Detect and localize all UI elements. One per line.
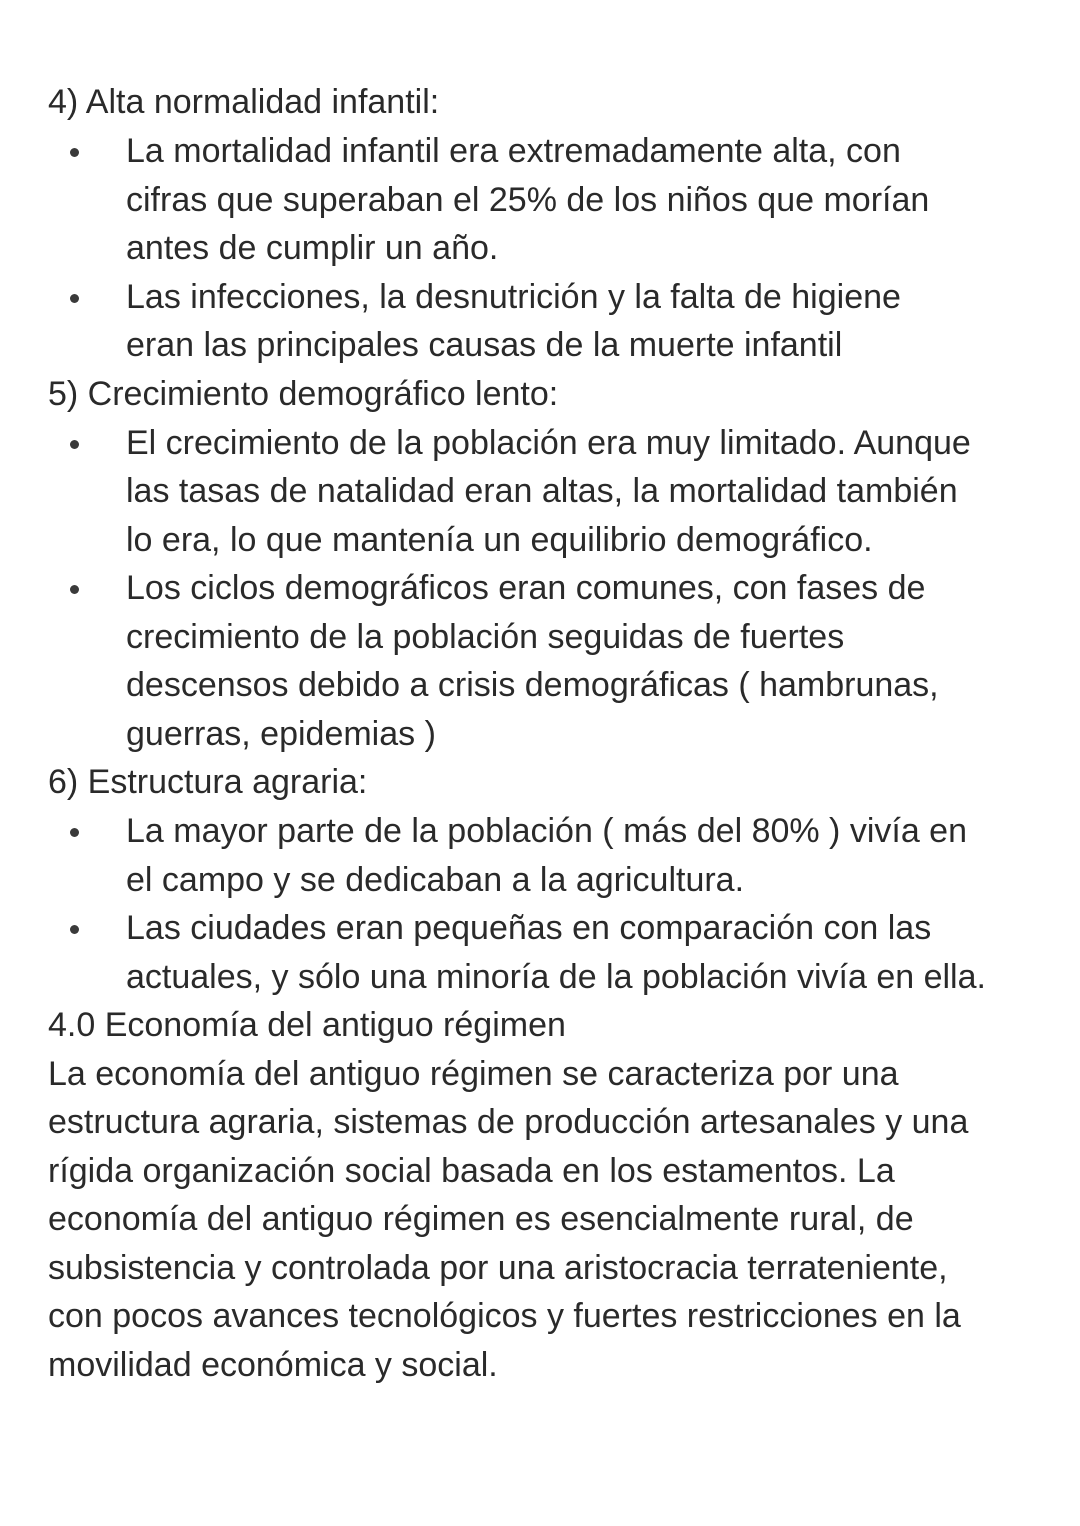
bullet-line: Las ciudades eran pequeñas en comparación con las <box>126 909 932 947</box>
bullet-line: La mortalidad infantil era extremadamente alta, con <box>126 132 901 170</box>
heading-highlight: 4.0 Economía del antiguo régimen <box>48 1001 566 1049</box>
bullet-line: Las infecciones, la desnutrición y la falta de higiene <box>126 278 901 316</box>
section-heading-6 <box>48 758 367 806</box>
bullet-line: eran las principales causas de la muerte infantil <box>126 326 843 364</box>
bullet-line: El crecimiento de la población era muy limitado. Aunque <box>126 424 971 462</box>
paragraph-line: movilidad económica y social. <box>48 1346 498 1384</box>
bullet-line: lo era, lo que mantenía un equilibrio demográfico. <box>126 521 873 559</box>
bullet-icon <box>70 148 79 157</box>
paragraph-line: rígida organización social basada en los estamentos. La <box>48 1152 895 1190</box>
section-heading-5 <box>48 370 558 418</box>
bullet-line: las tasas de natalidad eran altas, la mortalidad también <box>126 472 958 510</box>
bullet-line: antes de cumplir un año. <box>126 229 499 267</box>
bullet-icon <box>70 585 79 594</box>
heading-highlight: 4) Alta normalidad infantil: <box>48 78 439 126</box>
bullet-line: actuales, y sólo una minoría de la población vivía en ella. <box>126 958 986 996</box>
bullet-icon <box>70 440 79 449</box>
bullet-icon <box>70 925 79 934</box>
paragraph-line: con pocos avances tecnológicos y fuertes restricciones en la <box>48 1297 961 1335</box>
bullet-line: La mayor parte de la población ( más del 80% ) vivía en <box>126 812 968 850</box>
bullet-icon <box>70 294 79 303</box>
bullet-line: cifras que superaban el 25% de los niños que morían <box>126 181 930 219</box>
bullet-icon <box>70 828 79 837</box>
paragraph-line: estructura agraria, sistemas de producción artesanales y una <box>48 1103 969 1141</box>
paragraph-line: economía del antiguo régimen es esencialmente rural, de <box>48 1200 914 1238</box>
bullet-line: el campo y se dedicaban a la agricultura. <box>126 861 745 899</box>
bullet-line: crecimiento de la población seguidas de fuertes <box>126 618 845 656</box>
bullet-line: Los ciclos demográficos eran comunes, con fases de <box>126 569 926 607</box>
bullet-line: guerras, epidemias ) <box>126 715 436 753</box>
section-heading-4 <box>48 78 439 126</box>
paragraph-line: La economía del antiguo régimen se caracteriza por una <box>48 1055 899 1093</box>
section-heading-economia <box>48 1001 566 1049</box>
heading-highlight: 6) Estructura agraria: <box>48 758 367 806</box>
paragraph-line: subsistencia y controlada por una aristocracia terrateniente, <box>48 1249 948 1287</box>
heading-highlight: 5) Crecimiento demográfico lento: <box>48 370 558 418</box>
bullet-line: descensos debido a crisis demográficas ( hambrunas, <box>126 666 939 704</box>
